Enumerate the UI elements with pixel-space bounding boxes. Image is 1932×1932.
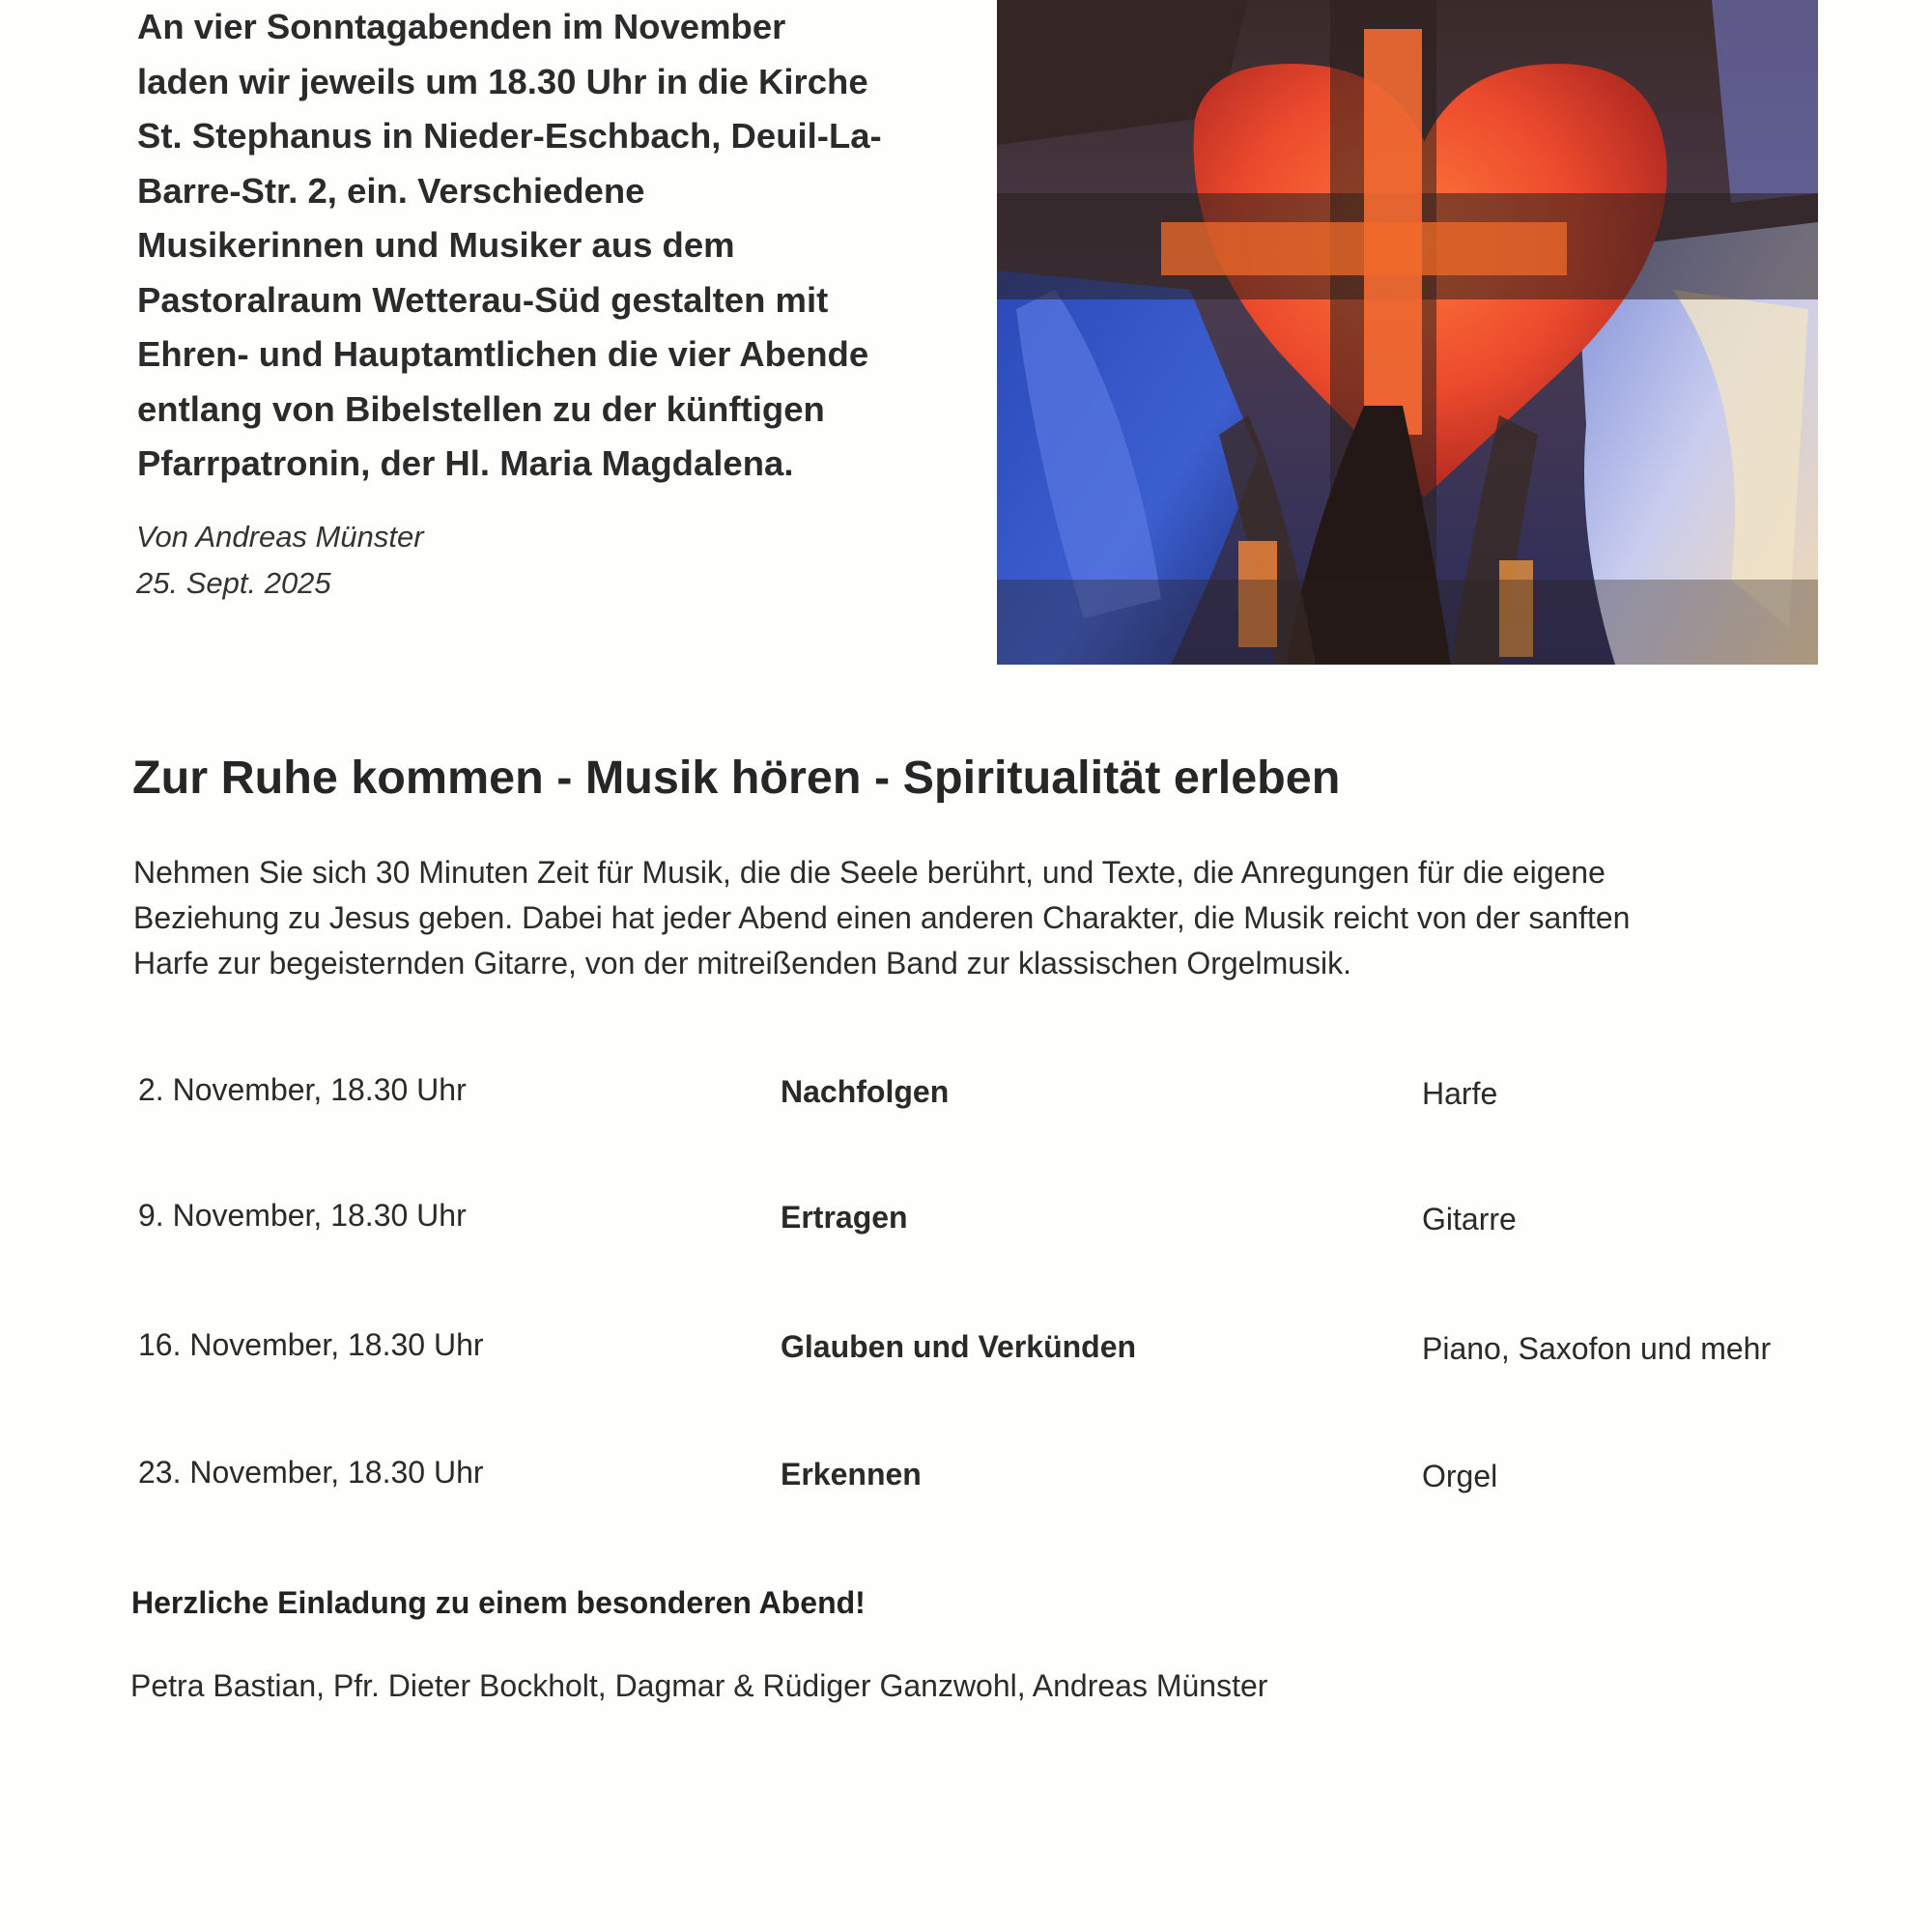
byline-date: 25. Sept. 2025 (136, 566, 331, 600)
event-date: 23. November, 18.30 Uhr (138, 1455, 484, 1490)
intro-line: entlang von Bibelstellen zu der künftigen (137, 388, 825, 429)
intro-line: St. Stephanus in Nieder-Eschbach, Deuil-La- (137, 116, 882, 156)
byline-author: Von Andreas Münster (136, 520, 424, 554)
intro-line: laden wir jeweils um 18.30 Uhr in die Kirche (137, 61, 868, 101)
intro-line: Pfarrpatronin, der Hl. Maria Magdalena. (137, 443, 794, 483)
description-line: Nehmen Sie sich 30 Minuten Zeit für Musik, die die Seele berührt, und Texte, die Anregungen für die eigene (133, 855, 1605, 890)
artwork-image (997, 0, 1818, 665)
organizers-list: Petra Bastian, Pfr. Dieter Bockholt, Dagmar & Rüdiger Ganzwohl, Andreas Münster (130, 1668, 1268, 1703)
event-instrument: Harfe (1422, 1076, 1498, 1111)
description-line: Beziehung zu Jesus geben. Dabei hat jeder Abend einen anderen Charakter, die Musik reicht von der sanften (133, 900, 1631, 935)
intro-line: Barre-Str. 2, ein. Verschiedene (137, 170, 645, 211)
schedule-row (0, 1198, 1932, 1256)
description-paragraph (133, 850, 1891, 986)
intro-line: Ehren- und Hauptamtlichen die vier Abende (137, 334, 869, 374)
event-instrument: Piano, Saxofon und mehr (1422, 1331, 1772, 1366)
byline (136, 514, 424, 607)
intro-paragraph (137, 0, 987, 492)
description-line: Harfe zur begeisternden Gitarre, von der mitreißenden Band zur klassischen Orgelmusik. (133, 946, 1352, 980)
intro-line: Pastoralraum Wetterau-Süd gestalten mit (137, 279, 829, 320)
event-instrument: Gitarre (1422, 1202, 1517, 1236)
event-date: 16. November, 18.30 Uhr (138, 1327, 484, 1362)
schedule-row (0, 1327, 1932, 1385)
schedule-row (0, 1455, 1932, 1513)
event-theme: Erkennen (781, 1457, 922, 1492)
schedule-row (0, 1072, 1932, 1130)
invitation-text: Herzliche Einladung zu einem besonderen Abend! (131, 1585, 866, 1620)
event-date: 9. November, 18.30 Uhr (138, 1198, 467, 1233)
event-theme: Glauben und Verkünden (781, 1329, 1137, 1364)
intro-line: An vier Sonntagabenden im November (137, 7, 786, 46)
cross-heart-artwork (997, 0, 1818, 665)
event-theme: Ertragen (781, 1200, 908, 1235)
event-instrument: Orgel (1422, 1459, 1498, 1493)
event-theme: Nachfolgen (781, 1074, 950, 1109)
event-date: 2. November, 18.30 Uhr (138, 1072, 467, 1107)
intro-line: Musikerinnen und Musiker aus dem (137, 225, 735, 265)
page-title: Zur Ruhe kommen - Musik hören - Spiritualität erleben (132, 752, 1341, 804)
